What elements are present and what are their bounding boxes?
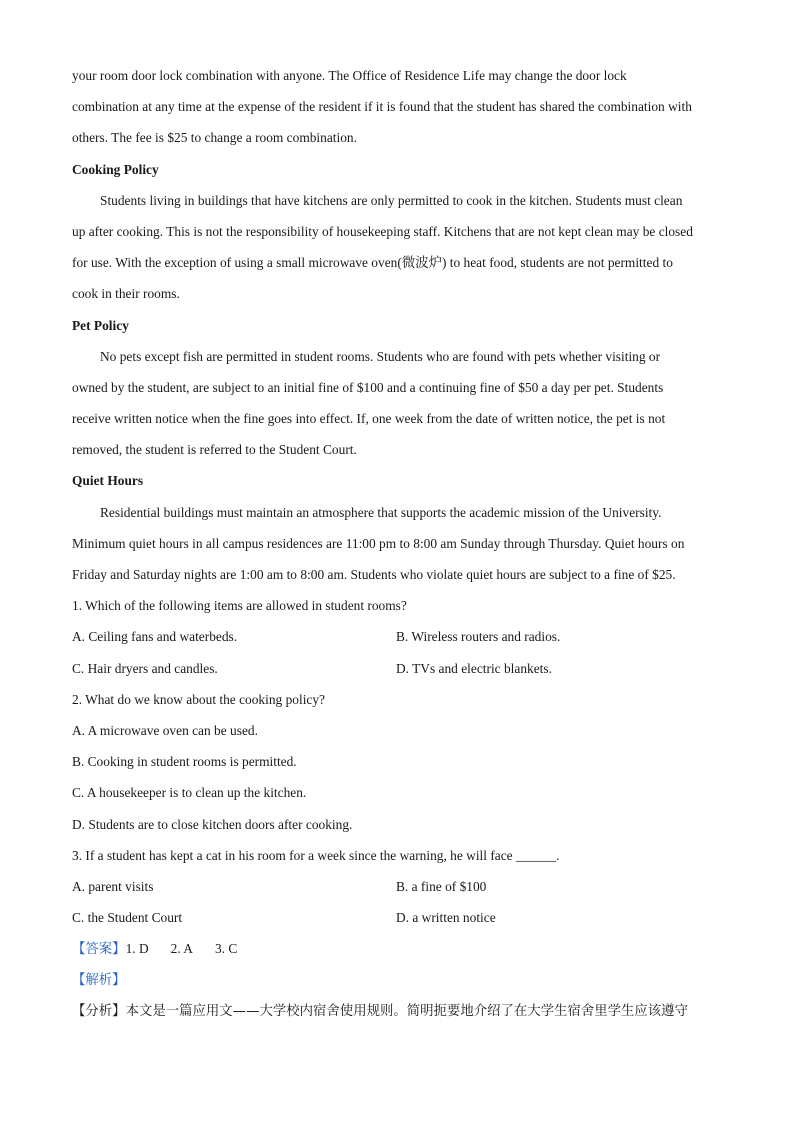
analysis-text-row [72, 996, 724, 1027]
passage-line: Minimum quiet hours in all campus residences are 11:00 pm to 8:00 am Sunday through Thursday. Quiet hours on [72, 535, 685, 551]
answer-item: 2. A [170, 941, 193, 957]
passage-line: others. The fee is $25 to change a room combination. [72, 130, 357, 146]
document-page [72, 60, 724, 1027]
analysis-text: 本文是一篇应用文——大学校内宿舍使用规则。简明扼要地介绍了在大学生宿舍里学生应该遵守 [125, 1003, 688, 1019]
option: C. the Student Court [72, 910, 183, 926]
option-row [72, 871, 724, 902]
option: D. TVs and electric blankets. [396, 660, 552, 676]
option-row [72, 621, 724, 652]
option: A. Ceiling fans and waterbeds. [72, 629, 238, 645]
passage-line: removed, the student is referred to the Student Court. [72, 442, 357, 458]
option-row [72, 902, 724, 933]
analysis-label: 【分析】 [72, 1003, 126, 1019]
passage-line: Friday and Saturday nights are 1:00 am to 8:00 am. Students who violate quiet hours are subject to a fine of $25. [72, 567, 676, 582]
section-heading-pet: Pet Policy [72, 317, 129, 333]
option: D. Students are to close kitchen doors after cooking. [72, 816, 353, 832]
section-heading-cooking: Cooking Policy [72, 161, 159, 177]
passage-line: Students living in buildings that have kitchens are only permitted to cook in the kitchen. Students must clean [100, 192, 683, 208]
passage-line: cook in their rooms. [72, 286, 180, 302]
passage-line: receive written notice when the fine goes into effect. If, one week from the date of written notice, the pet is not [72, 411, 666, 427]
option: A. A microwave oven can be used. [72, 722, 258, 738]
passage-line: owned by the student, are subject to an initial fine of $100 and a continuing fine of $50 a day per pet. Students [72, 379, 664, 395]
option: C. A housekeeper is to clean up the kitchen. [72, 785, 307, 801]
option: A. parent visits [72, 878, 154, 894]
answer-item: 3. C [214, 941, 238, 957]
question-stem: 3. If a student has kept a cat in his room for a week since the warning, he will face ______. [72, 847, 560, 863]
section-heading-quiet-hours: Quiet Hours [72, 473, 144, 489]
answer-row [72, 933, 724, 964]
option-row [72, 653, 724, 684]
passage-line: your room door lock combination with anyone. The Office of Residence Life may change the door lock [72, 68, 627, 83]
passage-line: combination at any time at the expense of the resident if it is found that the student has shared the combination with [72, 99, 692, 115]
option: B. Wireless routers and radios. [396, 629, 561, 645]
passage-line: Residential buildings must maintain an atmosphere that supports the academic mission of the University. [100, 504, 662, 520]
option: C. Hair dryers and candles. [72, 660, 218, 676]
analysis-tag: 【解析】 [72, 973, 126, 989]
passage-line: up after cooking. This is not the responsibility of housekeeping staff. Kitchens that are not kept clean may be closed [72, 223, 693, 239]
answer-item: 1. D [125, 941, 149, 957]
analysis-row [72, 964, 724, 995]
passage-line: for use. With the exception of using a small microwave oven(微波炉) to heat food, students are not permitted to [72, 255, 673, 271]
option: B. a fine of $100 [396, 878, 487, 894]
option: B. Cooking in student rooms is permitted. [72, 754, 297, 770]
question-stem: 1. Which of the following items are allowed in student rooms? [72, 598, 407, 614]
option: D. a written notice [396, 910, 496, 926]
passage-line: No pets except fish are permitted in student rooms. Students who are found with pets whether visiting or [100, 348, 661, 364]
answer-tag: 【答案】 [72, 942, 126, 958]
question-stem: 2. What do we know about the cooking policy? [72, 691, 326, 707]
